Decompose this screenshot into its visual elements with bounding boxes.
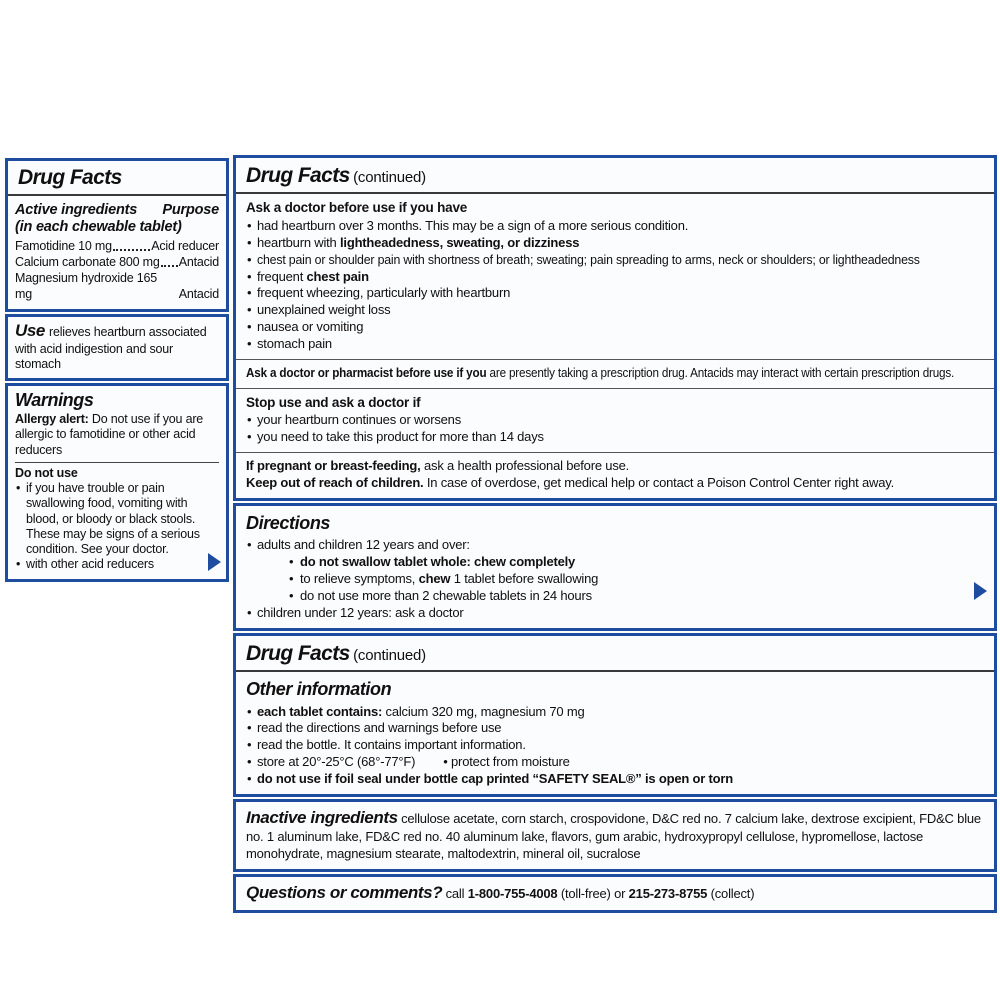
warnings-box xyxy=(5,383,229,581)
ingredient-name: Calcium carbonate 800 mg xyxy=(15,255,160,270)
ingredient-purpose: Antacid xyxy=(178,255,219,270)
questions-box xyxy=(233,874,997,913)
other-information-title: Other information xyxy=(246,679,392,700)
directions-item: • adults and children 12 years and over: xyxy=(246,537,984,554)
other-info-bullet: • each tablet contains: calcium 320 mg, magnesium 70 mg xyxy=(246,704,984,721)
ingredient-purpose: Acid reducer xyxy=(151,238,219,253)
inactive-ingredients-title: Inactive ingredients xyxy=(246,807,398,827)
dotted-leader xyxy=(161,265,178,267)
use-box xyxy=(5,314,229,381)
use-text: relieves heartburn associated with acid indigestion and sour stomach xyxy=(15,324,207,371)
protect-from-moisture-bullet: • protect from moisture xyxy=(443,754,569,769)
warning-bullet: • with other acid reducers xyxy=(15,557,219,572)
questions-section xyxy=(236,877,994,910)
drug-facts-continued-title-row xyxy=(236,158,994,194)
other-info-bullet: • read the directions and warnings before use xyxy=(246,720,984,737)
warning-bullet: • if you have trouble or pain swallowing food, vomiting with blood, or bloody or black stools. These may be signs of a serious condition. See your doctor. xyxy=(15,481,219,557)
pregnancy-section xyxy=(236,452,994,498)
drug-facts-right-panel xyxy=(233,155,997,913)
symptom-bullet: • unexplained weight loss xyxy=(246,302,984,319)
directions-item: • children under 12 years: ask a doctor xyxy=(246,605,984,622)
pharmacist-line: Ask a doctor or pharmacist before use if you are presently taking a prescription drug. Antacids may interact with certain prescription drugs. xyxy=(246,364,955,380)
continued-label: (continued) xyxy=(353,646,426,664)
stop-use-heading: Stop use and ask a doctor if xyxy=(246,394,421,410)
directions-box xyxy=(233,503,997,631)
directions-item: • do not swallow tablet whole: chew completely xyxy=(246,554,984,571)
other-info-bullet: • do not use if foil seal under bottle cap printed “SAFETY SEAL®” is open or torn xyxy=(246,771,984,788)
use-title: Use xyxy=(15,320,45,340)
warnings-title: Warnings xyxy=(15,390,94,411)
collect-phone: 215-273-8755 xyxy=(628,885,708,901)
drug-facts-title: Drug Facts xyxy=(246,641,350,665)
ask-doctor-box xyxy=(233,155,997,501)
continued-label: (continued) xyxy=(353,169,426,186)
active-ingredients-box xyxy=(5,158,229,312)
symptom-bullet: • chest pain or shoulder pain with shortness of breath; sweating; pain spreading to arms, neck or shoulders; or lightheadedness xyxy=(246,252,984,269)
ask-doctor-section xyxy=(236,194,994,359)
questions-title: Questions or comments? xyxy=(246,882,443,902)
purpose-label: Purpose xyxy=(162,201,219,218)
symptom-bullet: • frequent chest pain xyxy=(246,269,984,286)
symptom-bullet: • had heartburn over 3 months. This may be a sign of a more serious condition. xyxy=(246,218,984,235)
drug-facts-title: Drug Facts xyxy=(246,164,350,187)
symptom-bullet: • nausea or vomiting xyxy=(246,319,984,336)
ingredient-name: Famotidine 10 mg xyxy=(15,238,112,253)
stop-use-bullet: • your heartburn continues or worsens xyxy=(246,412,984,429)
pharmacist-section xyxy=(236,359,994,388)
directions-item: • to relieve symptoms, chew 1 tablet before swallowing xyxy=(246,571,984,588)
keep-out-of-reach-line: Keep out of reach of children. In case of overdose, get medical help or contact a Poison Control Center right away. xyxy=(246,475,894,491)
allergy-alert: Allergy alert: Do not use if you are allergic to famotidine or other acid reducers xyxy=(15,412,204,457)
dotted-leader xyxy=(113,249,150,251)
drug-facts-continued-title-row xyxy=(236,636,994,672)
drug-facts-left-panel xyxy=(5,158,229,582)
symptom-bullet: • stomach pain xyxy=(246,336,984,353)
continue-right-arrow-icon xyxy=(208,553,221,571)
inactive-ingredients-section xyxy=(236,802,994,869)
use-paragraph xyxy=(8,317,226,378)
other-info-bullet: • read the bottle. It contains important information. xyxy=(246,737,984,754)
directions-item: • do not use more than 2 chewable tablets in 24 hours xyxy=(246,588,984,605)
directions-title: Directions xyxy=(246,512,331,533)
divider-rule xyxy=(15,462,219,463)
ingredient-name: Magnesium hydroxide 165 mg xyxy=(15,271,158,301)
stop-use-section xyxy=(236,388,994,452)
ingredient-row xyxy=(15,239,219,254)
allergy-alert-label: Allergy alert: xyxy=(15,412,89,427)
other-information-section xyxy=(236,672,994,794)
drug-facts-title: Drug Facts xyxy=(18,166,122,189)
ask-doctor-heading: Ask a doctor before use if you have xyxy=(246,200,468,216)
ingredient-purpose: Antacid xyxy=(178,286,219,301)
symptom-bullet: • heartburn with lightheadedness, sweating, or dizziness xyxy=(246,235,984,252)
toll-free-phone: 1-800-755-4008 xyxy=(467,885,558,901)
continue-right-arrow-icon xyxy=(974,582,987,600)
inactive-ingredients-paragraph: Inactive ingredients cellulose acetate, corn starch, crospovidone, D&C red no. 7 calcium lake, dextrose excipient, FD&C blue no. 1 aluminum lake, FD&C red no. 40 aluminum lake, flavors, gum arabic, hydroxypropyl cellulose, hypromellose, lactose monohydrate, magnesium stearate, maltodextrin, mineral oil, sucralose xyxy=(246,807,981,861)
active-ingredients-subheader: (in each chewable tablet) xyxy=(15,219,182,236)
ingredient-row xyxy=(15,271,219,302)
questions-line: Questions or comments? call 1-800-755-4008 (toll-free) or 215-273-8755 (collect) xyxy=(246,882,755,902)
active-ingredients-header xyxy=(15,202,219,220)
pregnant-line: If pregnant or breast-feeding, ask a health professional before use. xyxy=(246,458,630,474)
symptom-bullet: • frequent wheezing, particularly with heartburn xyxy=(246,285,984,302)
active-ingredients-label: Active ingredients xyxy=(15,201,138,218)
drug-facts-title-row xyxy=(8,161,226,196)
other-information-box xyxy=(233,633,997,797)
do-not-use-heading: Do not use xyxy=(15,465,78,480)
stop-use-bullet: • you need to take this product for more than 14 days xyxy=(246,429,984,446)
ingredient-row xyxy=(15,255,219,270)
directions-section xyxy=(236,506,994,628)
other-info-bullet: • store at 20°-25°C (68°-77°F) • protect from moisture xyxy=(246,754,984,771)
inactive-ingredients-box xyxy=(233,799,997,872)
